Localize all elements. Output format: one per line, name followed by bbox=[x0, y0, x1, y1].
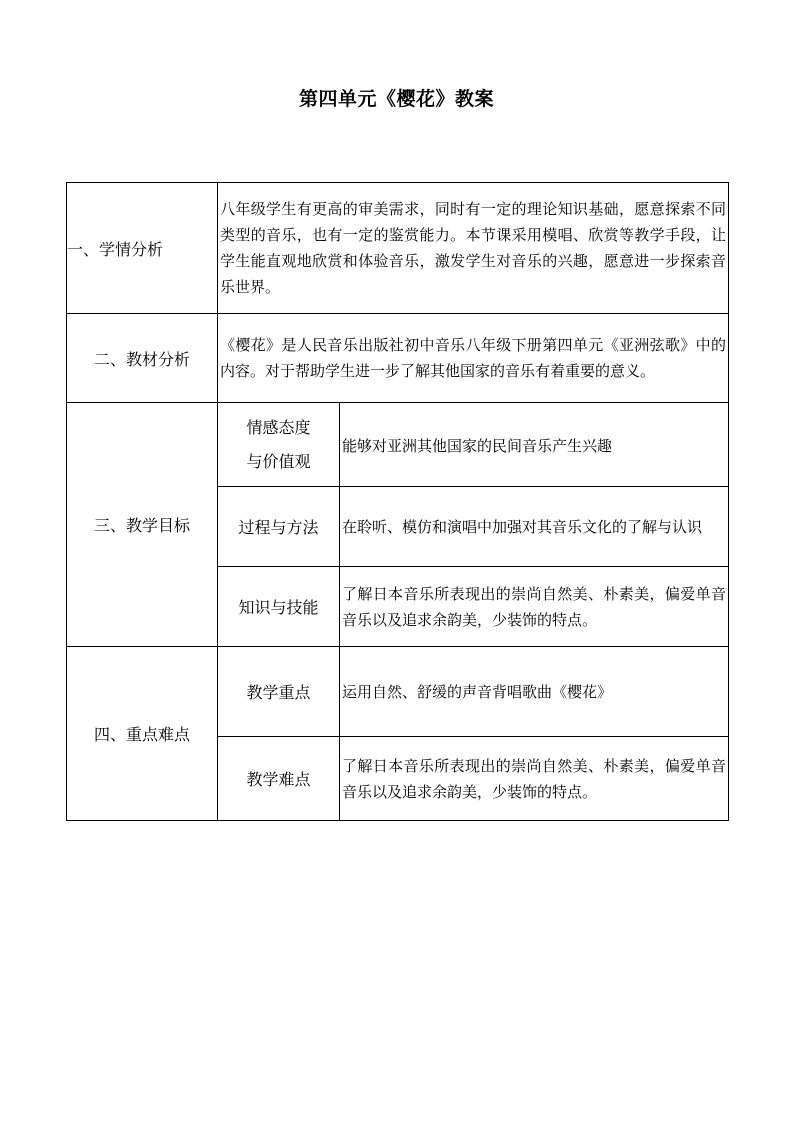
objective-content-process: 在聆听、模仿和演唱中加强对其音乐文化的了解与认识 bbox=[340, 487, 729, 567]
table-row-student-analysis bbox=[67, 183, 729, 314]
difficult-point-content: 了解日本音乐所表现出的崇尚自然美、朴素美，偏爱单音音乐以及追求余韵美，少装饰的特点。 bbox=[340, 737, 729, 821]
section-label-student-analysis: 一、学情分析 bbox=[67, 183, 218, 314]
objective-content-knowledge: 了解日本音乐所表现出的崇尚自然美、朴素美，偏爱单音音乐以及追求余韵美，少装饰的特点。 bbox=[340, 567, 729, 647]
objective-label-attitude-line2: 与价值观 bbox=[246, 451, 311, 471]
objective-content-attitude: 能够对亚洲其他国家的民间音乐产生兴趣 bbox=[340, 403, 729, 487]
table-row-key-point bbox=[67, 647, 729, 737]
section-label-teaching-objectives: 三、教学目标 bbox=[67, 403, 218, 647]
section-content-material-analysis: 《樱花》是人民音乐出版社初中音乐八年级下册第四单元《亚洲弦歌》中的内容。对于帮助学生进一步了解其他国家的音乐有着重要的意义。 bbox=[218, 314, 729, 403]
objective-label-attitude-line1: 情感态度 bbox=[246, 417, 311, 437]
objective-label-attitude bbox=[218, 403, 340, 487]
lesson-plan-table bbox=[66, 182, 729, 821]
objective-label-process: 过程与方法 bbox=[218, 487, 340, 567]
objective-label-knowledge: 知识与技能 bbox=[218, 567, 340, 647]
table-row-material-analysis bbox=[67, 314, 729, 403]
section-label-material-analysis: 二、教材分析 bbox=[67, 314, 218, 403]
table-row-objective-attitude bbox=[67, 403, 729, 487]
key-point-label: 教学重点 bbox=[218, 647, 340, 737]
section-label-key-difficult: 四、重点难点 bbox=[67, 647, 218, 821]
key-point-content: 运用自然、舒缓的声音背唱歌曲《樱花》 bbox=[340, 647, 729, 737]
difficult-point-label: 教学难点 bbox=[218, 737, 340, 821]
section-content-student-analysis: 八年级学生有更高的审美需求，同时有一定的理论知识基础，愿意探索不同类型的音乐，也有一定的鉴赏能力。本节课采用模唱、欣赏等教学手段，让学生能直观地欣赏和体验音乐，激发学生对音乐的兴趣，愿意进一步探索音乐世界。 bbox=[218, 183, 729, 314]
document-title: 第四单元《樱花》教案 bbox=[298, 88, 494, 110]
